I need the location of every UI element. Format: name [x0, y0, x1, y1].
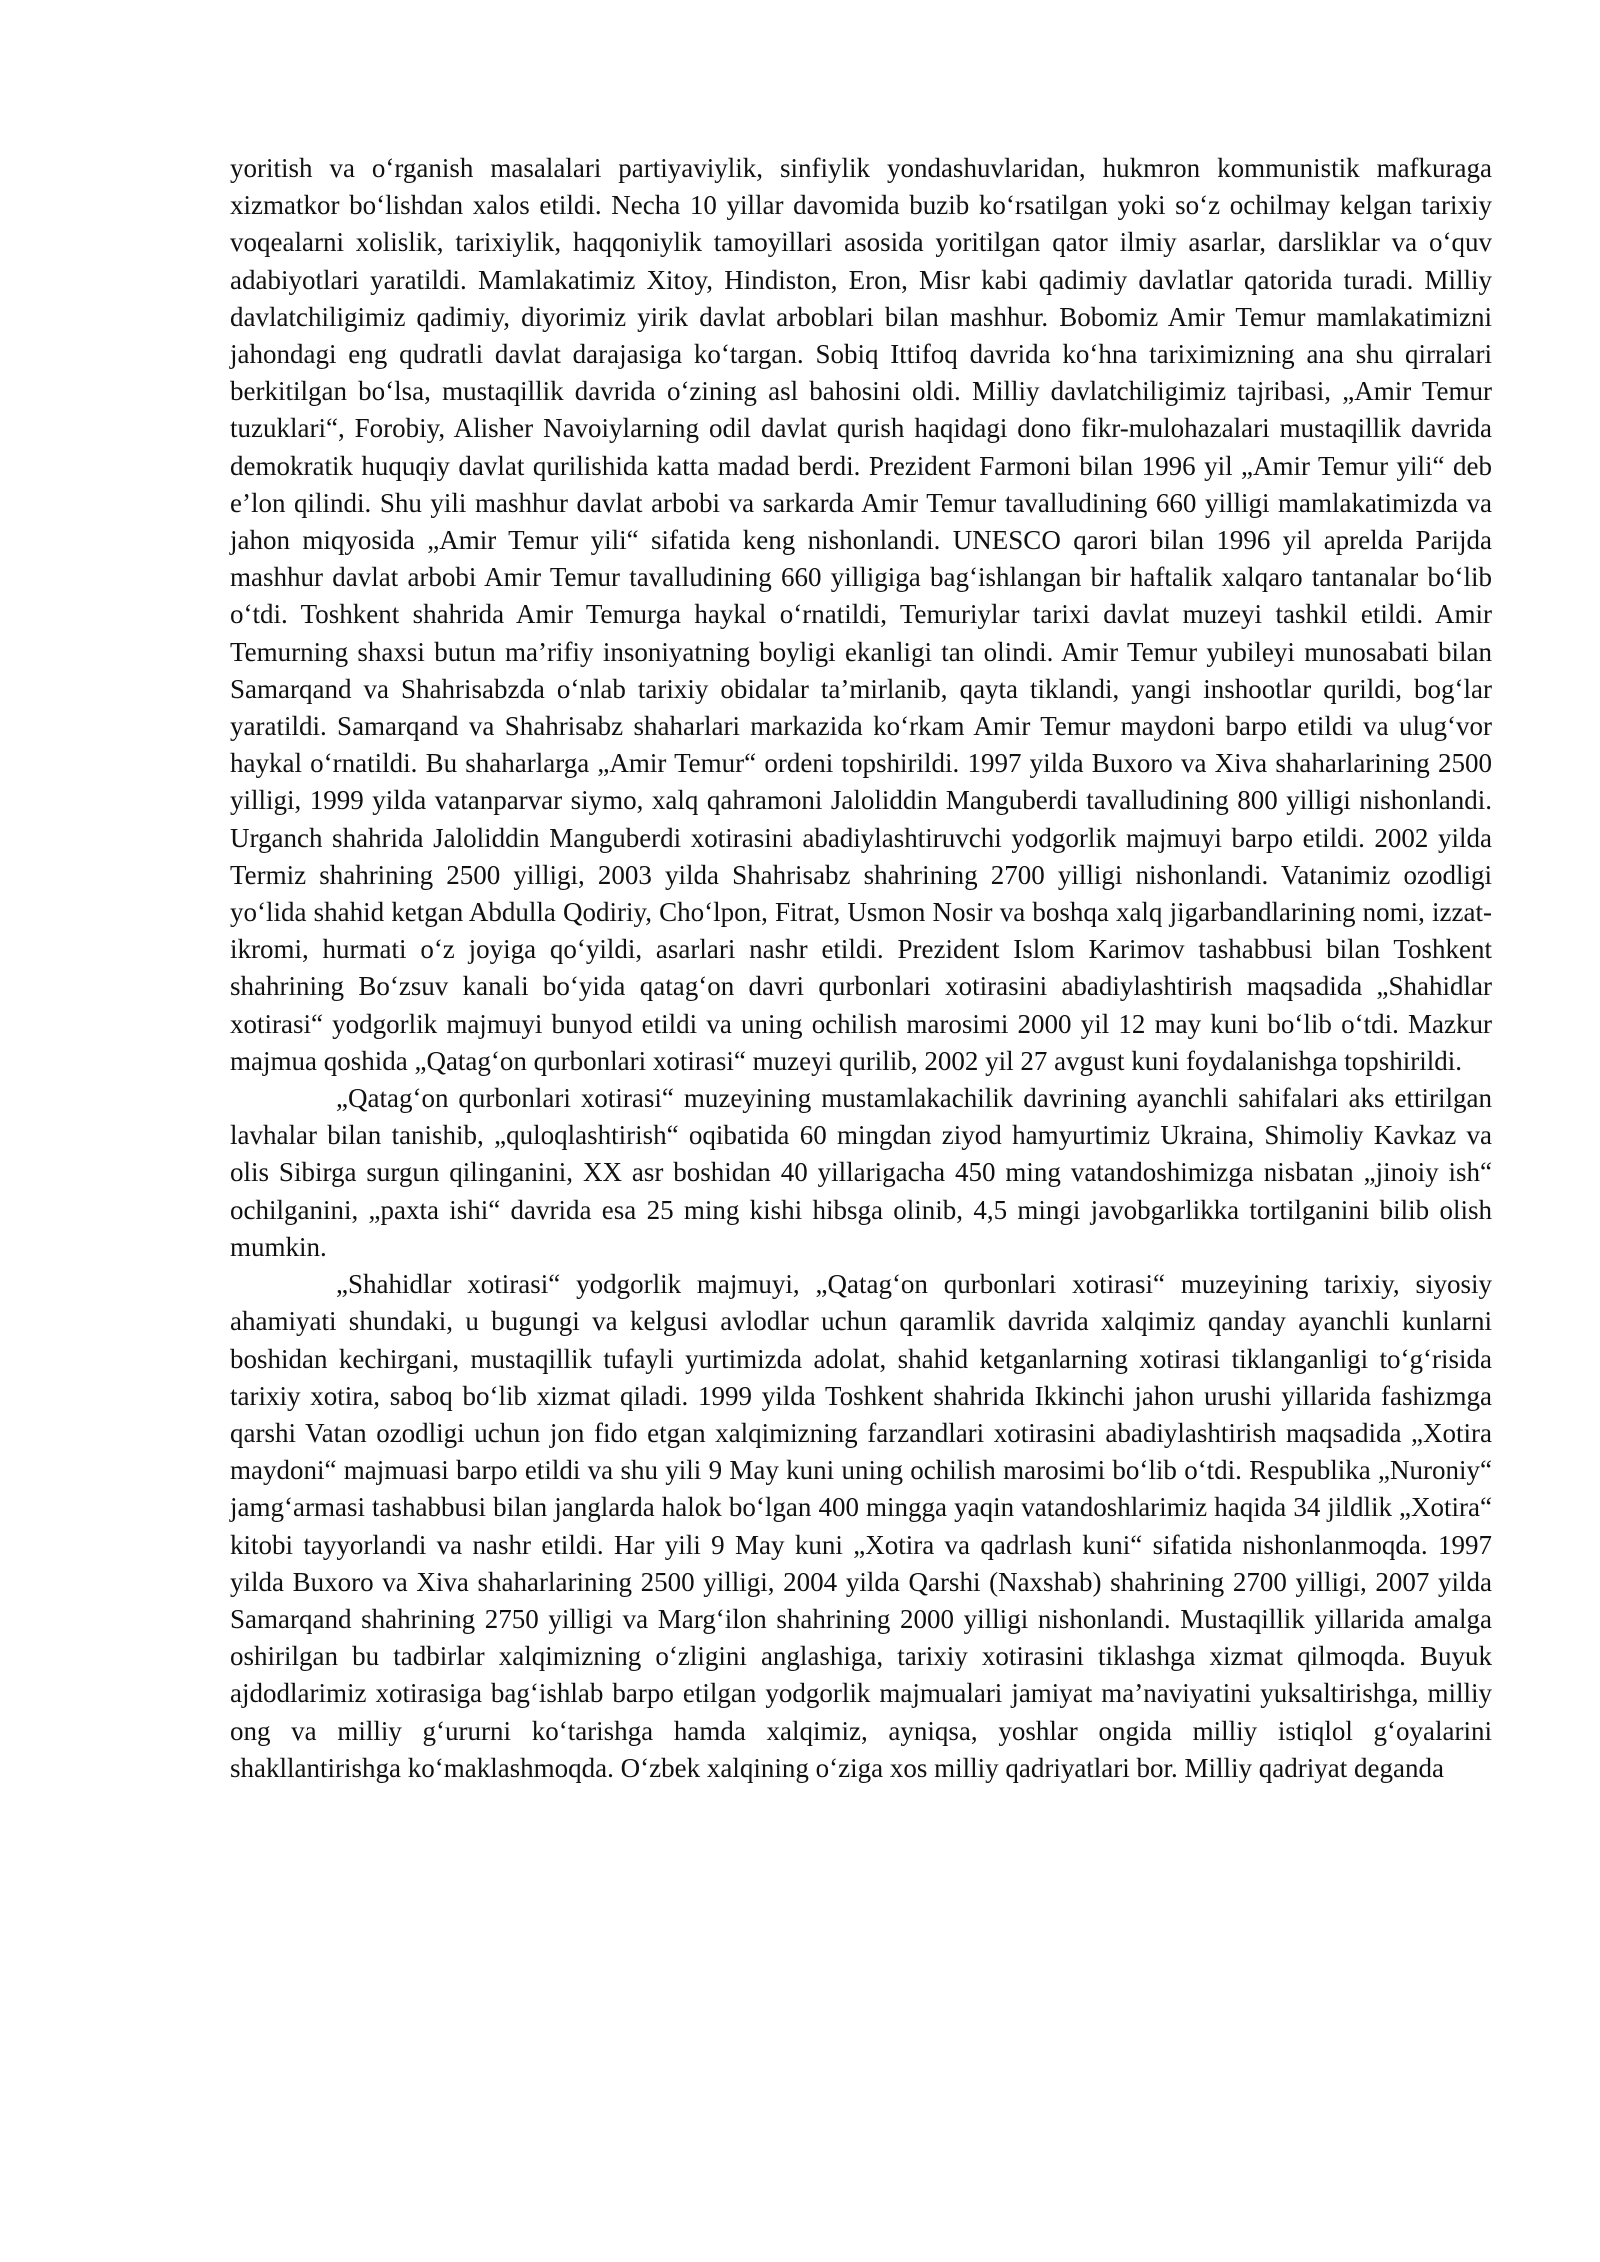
paragraph-1: yoritish va o‘rganish masalalari partiyaviylik, sinfiylik yondashuvlaridan, hukmron kommunistik mafkuraga xizmatkor bo‘lishdan xalos etildi. Necha 10 yillar davomida buzib ko‘rsatilgan yoki so‘z ochilmay kelgan tarixiy voqealarni xolislik, tarixiylik, haqqoniylik tamoyillari asosida yoritilgan qator ilmiy asarlar, darsliklar va o‘quv adabiyotlari yaratildi. Mamlakatimiz Xitoy, Hindiston, Eron, Misr kabi qadimiy davlatlar qatorida turadi. Milliy davlatchiligimiz qadimiy, diyorimiz yirik davlat arboblari bilan mashhur. Bobomiz Amir Temur mamlakatimizni jahondagi eng qudratli davlat darajasiga ko‘targan. Sobiq Ittifoq davrida ko‘hna tariximizning ana shu qirralari berkitilgan bo‘lsa, mustaqillik davrida o‘zining asl bahosini oldi. Milliy davlatchiligimiz tajribasi, „Amir Temur tuzuklari“, Forobiy, Alisher Navoiylarning odil davlat qurish haqidagi dono fikr-mulohazalari mustaqillik davrida demokratik huquqiy davlat qurilishida katta madad berdi. Prezident Farmoni bilan 1996 yil „Amir Temur yili“ deb e’lon qilindi. Shu yili mashhur davlat arbobi va sarkarda Amir Temur tavalludining 660 yilligi mamlakatimizda va jahon miqyosida „Amir Temur yili“ sifatida keng nishonlandi. UNESCO qarori bilan 1996 yil aprelda Parijda mashhur davlat arbobi Amir Temur tavalludining 660 yilligiga bag‘ishlangan bir haftalik xalqaro tantanalar bo‘lib o‘tdi. Toshkent shahrida Amir Temurga haykal o‘rnatildi, Temuriylar tarixi davlat muzeyi tashkil etildi. Amir Temurning shaxsi butun ma’rifiy insoniyatning boyligi ekanligi tan olindi. Amir Temur yubileyi munosabati bilan Samarqand va Shahrisabzda o‘nlab tarixiy obidalar ta’mirlanib, qayta tiklandi, yangi inshootlar qurildi, bog‘lar yaratildi. Samarqand va Shahrisabz shaharlari markazida ko‘rkam Amir Temur maydoni barpo etildi va ulug‘vor haykal o‘rnatildi. Bu shaharlarga „Amir Temur“ ordeni topshirildi. 1997 yilda Buxoro va Xiva shaharlarining 2500 yilligi, 1999 yilda vatanparvar siymo, xalq qahramoni Jaloliddin Manguberdi tavalludining 800 yilligi nishonlandi. Urganch shahrida Jaloliddin Manguberdi xotirasini abadiylashtiruvchi yodgorlik majmuyi barpo etildi. 2002 yilda Termiz shahrining 2500 yilligi, 2003 yilda Shahrisabz shahrining 2700 yilligi nishonlandi. Vatanimiz ozodligi yo‘lida shahid ketgan Abdulla Qodiriy, Cho‘lpon, Fitrat, Usmon Nosir va boshqa xalq jigarbandlarining nomi, izzat-ikromi, hurmati o‘z joyiga qo‘yildi, asarlari nashr etildi. Prezident Islom Karimov tashabbusi bilan Toshkent shahrining Bo‘zsuv kanali bo‘yida qatag‘on davri qurbonlari xotirasini abadiylashtirish maqsadida „Shahidlar xotirasi“ yodgorlik majmuyi bunyod etildi va uning ochilish marosimi 2000 yil 12 may kuni bo‘lib o‘tdi. Mazkur majmua qoshida „Qatag‘on qurbonlari xotirasi“ muzeyi qurilib, 2002 yil 27 avgust kuni foydalanishga topshirildi.	[230, 153, 1492, 1076]
paragraph-2: „Qatag‘on qurbonlari xotirasi“ muzeyining mustamlakachilik davrining ayanchli sahifalari aks ettirilgan lavhalar bilan tanishib, „quloqlashtirish“ oqibatida 60 mingdan ziyod hamyurtimiz Ukraina, Shimoliy Kavkaz va olis Sibirga surgun qilinganini, XX asr boshidan 40 yillarigacha 450 ming vatandoshimizga nisbatan „jinoiy ish“ ochilganini, „paxta ishi“ davrida esa 25 ming kishi hibsga olinib, 4,5 mingi javobgarlikka tortilganini bilib olish mumkin.	[230, 1083, 1492, 1262]
document-page	[230, 150, 1492, 1787]
paragraph-3: „Shahidlar xotirasi“ yodgorlik majmuyi, „Qatag‘on qurbonlari xotirasi“ muzeyining tarixiy, siyosiy ahamiyati shundaki, u bugungi va kelgusi avlodlar uchun qaramlik davrida xalqimiz qanday ayanchli kunlarni boshidan kechirgani, mustaqillik tufayli yurtimizda adolat, shahid ketganlarning xotirasi tiklanganligi to‘g‘risida tarixiy xotira, saboq bo‘lib xizmat qiladi. 1999 yilda Toshkent shahrida Ikkinchi jahon urushi yillarida fashizmga qarshi Vatan ozodligi uchun jon fido etgan xalqimizning farzandlari xotirasini abadiylashtirish maqsadida „Xotira maydoni“ majmuasi barpo etildi va shu yili 9 May kuni uning ochilish marosimi bo‘lib o‘tdi. Respublika „Nuroniy“ jamg‘armasi tashabbusi bilan janglarda halok bo‘lgan 400 mingga yaqin vatandoshlarimiz haqida 34 jildlik „Xotira“ kitobi tayyorlandi va nashr etildi. Har yili 9 May kuni „Xotira va qadrlash kuni“ sifatida nishonlanmoqda. 1997 yilda Buxoro va Xiva shaharlarining 2500 yilligi, 2004 yilda Qarshi (Naxshab) shahrining 2700 yilligi, 2007 yilda Samarqand shahrining 2750 yilligi va Marg‘ilon shahrining 2000 yilligi nishonlandi. Mustaqillik yillarida amalga oshirilgan bu tadbirlar xalqimizning o‘zligini anglashiga, tarixiy xotirasini tiklashga xizmat qilmoqda. Buyuk ajdodlarimiz xotirasiga bag‘ishlab barpo etilgan yodgorlik majmualari jamiyat ma’naviyatini yuksaltirishga, milliy ong va milliy g‘ururni ko‘tarishga hamda xalqimiz, ayniqsa, yoshlar ongida milliy istiqlol g‘oyalarini shakllantirishga ko‘maklashmoqda. O‘zbek xalqining o‘ziga xos milliy qadriyatlari bor. Milliy qadriyat deganda	[230, 1269, 1492, 1783]
